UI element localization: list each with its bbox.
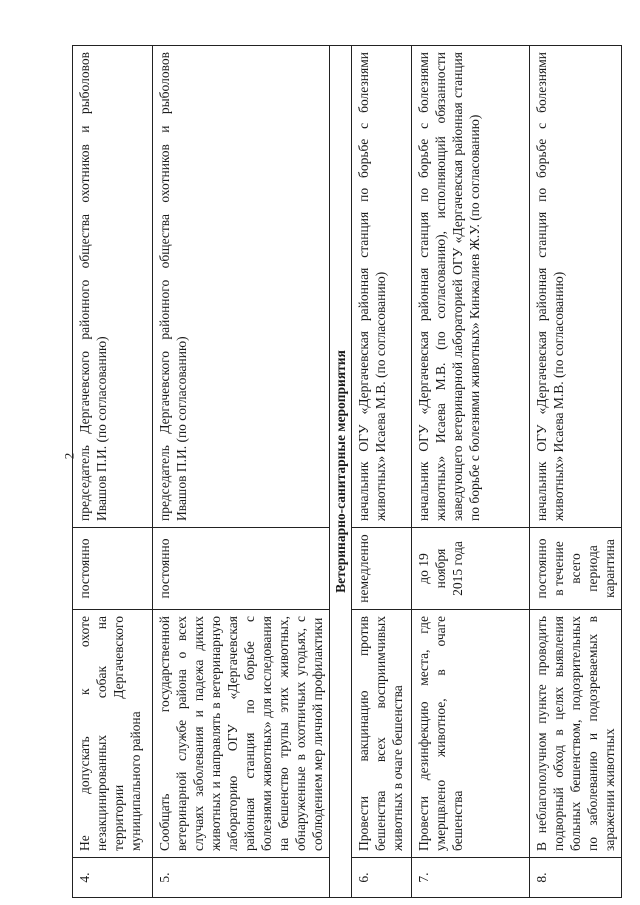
responsible-text: председатель Дергачевского районного общества охотников и рыболовов Ивашов П.И. (по согласованию) <box>153 46 330 528</box>
row-number: 8. <box>530 858 622 898</box>
responsible-text: начальник ОГУ «Дергачевская районная станция по борьбе с болезнями животных» Исаева М.В. (по согласованию), исполняющий обязанности заведующего ветеринарной лабораторией ОГУ «Дергачевская районная станция по борьбе с болезнями животных» Кинжалиев Ж.У. (по согласованию) <box>412 46 530 528</box>
deadline-text: до 19 ноября 2015 года <box>412 528 530 610</box>
section-title: Ветеринарно-санитарные мероприятия <box>330 46 352 898</box>
measures-table <box>72 45 622 898</box>
deadline-text: постоянно <box>153 528 330 610</box>
page-number: 2 <box>61 452 77 460</box>
row-number: 4. <box>73 858 153 898</box>
deadline-text: постоянно <box>73 528 153 610</box>
responsible-text: председатель Дергачевского районного общества охотников и рыболовов Ивашов П.И. (по согласованию) <box>73 46 153 528</box>
table-row <box>530 46 622 898</box>
measure-text: Провести дезинфекцию места, где умерщвлено животное, в очаге бешенства <box>412 610 530 858</box>
responsible-text: начальник ОГУ «Дергачевская районная станция по борьбе с болезнями животных» Исаева М.В. (по согласованию) <box>352 46 412 528</box>
measures-table-rotated <box>72 46 617 898</box>
deadline-text: постоянно в течение всего периода карантина <box>530 528 622 610</box>
table-row <box>73 46 153 898</box>
row-number: 6. <box>352 858 412 898</box>
measure-text: В неблагополучном пункте проводить подворный обход в целях выявления больных бешенством, подозрительных по заболеванию и подозреваемых в заражении животных <box>530 610 622 858</box>
table-row <box>153 46 330 898</box>
measure-text: Не допускать к охоте незакцинированных собак на территории Дергачевского муниципального района <box>73 610 153 858</box>
row-number: 5. <box>153 858 330 898</box>
row-number: 7. <box>412 858 530 898</box>
table-row <box>412 46 530 898</box>
measure-text: Провести вакцинацию против бешенства всех восприимчивых животных в очаге бешенства <box>352 610 412 858</box>
responsible-text: начальник ОГУ «Дергачевская районная станция по борьбе с болезнями животных» Исаева М.В. (по согласованию) <box>530 46 622 528</box>
measure-text: Сообщать государственной ветеринарной службе района о всех случаях заболевания и падежа диких животных и направлять в ветеринарную лабораторию ОГУ «Дергачевская районная станция по борьбе с болезнями животных» для исследования на бешенство трупы этих животных, обнаруженные в охотничьих угодьях, с соблюдением мер личной профилактики <box>153 610 330 858</box>
table-row <box>352 46 412 898</box>
section-header-row <box>330 46 352 898</box>
deadline-text: немедленно <box>352 528 412 610</box>
